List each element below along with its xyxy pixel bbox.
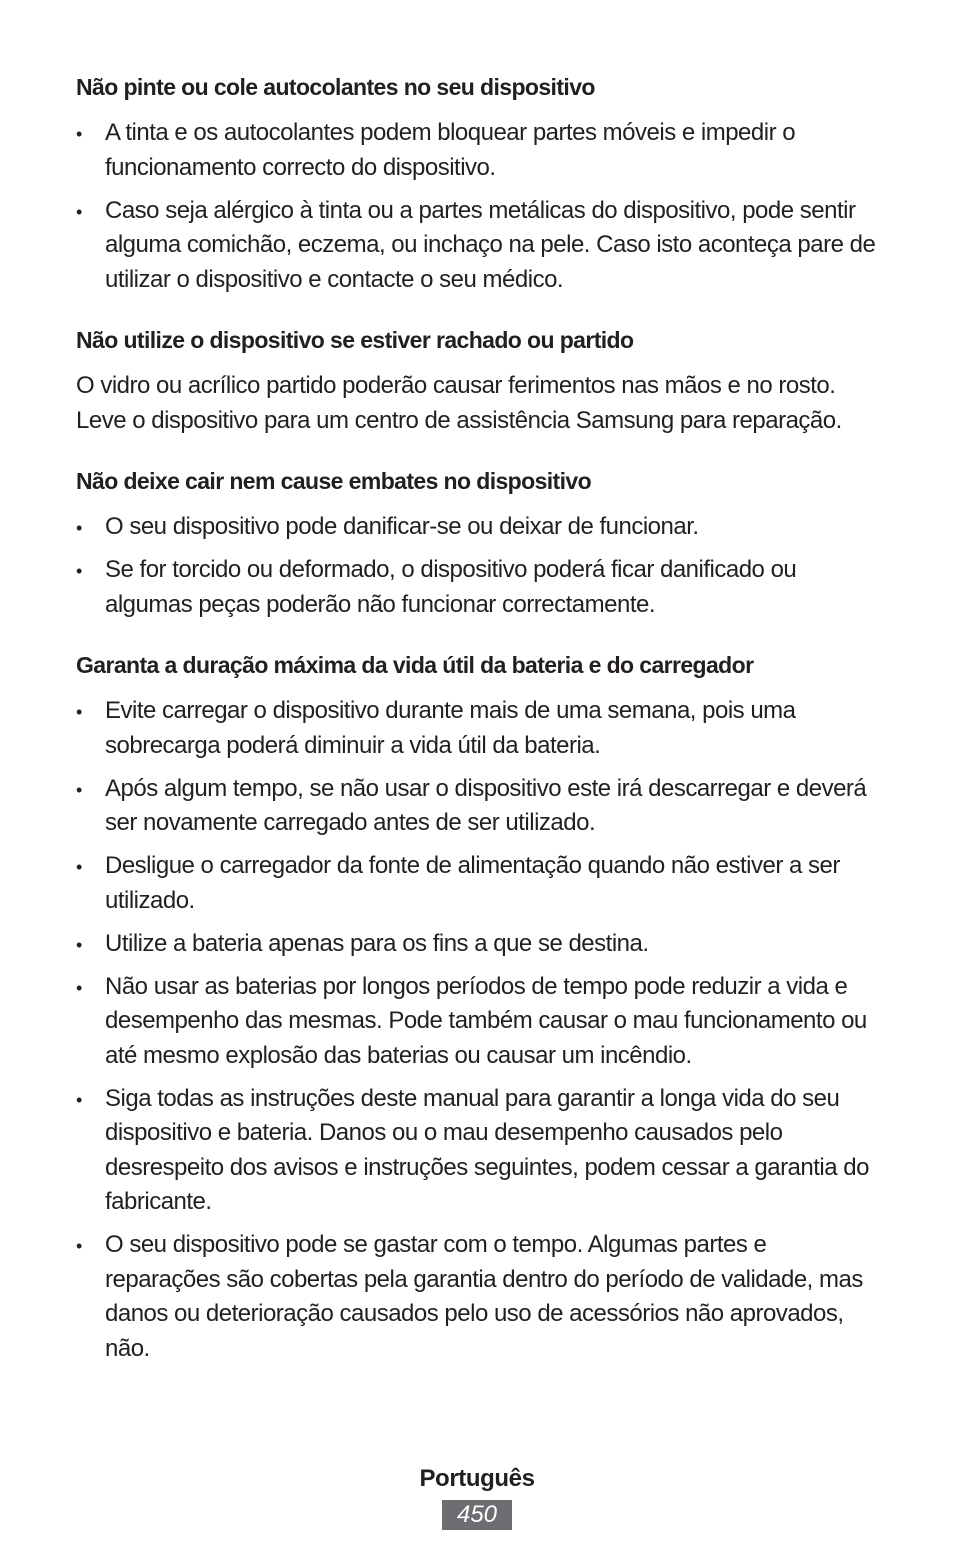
bullet-icon: • (76, 934, 82, 955)
bullet-icon: • (76, 1236, 82, 1256)
bullet-text: Evite carregar o dispositivo durante mais de uma semana, pois uma sobrecarga poderá diminuir a vida útil da bateria. (105, 697, 796, 759)
section-cracked (76, 323, 876, 438)
bullet-icon: • (76, 977, 82, 998)
bullet-list (76, 116, 876, 297)
bullet-text: O seu dispositivo pode se gastar com o tempo. Algumas partes e reparações são cobertas pela garantia dentro do período de validade, mas danos ou deterioração causados pelo uso de acessórios não aprovados, não. (105, 1231, 863, 1362)
bullet-text: O seu dispositivo pode danificar-se ou deixar de funcionar. (105, 513, 699, 540)
bullet-list (76, 694, 876, 1366)
bullet-text: Siga todas as instruções deste manual para garantir a longa vida do seu dispositivo e bateria. Danos ou o mau desempenho causados pelo desrespeito dos avisos e instruções seguintes, podem cessar a garantia do fabricante. (105, 1084, 869, 1215)
bullet-item (76, 1228, 876, 1366)
bullet-text: Após algum tempo, se não usar o dispositivo este irá descarregar e deverá ser novamente carregado antes de ser utilizado. (105, 774, 867, 836)
section-paragraph: O vidro ou acrílico partido poderão causar ferimentos nas mãos e no rosto. Leve o dispositivo para um centro de assistência Samsung para reparação. (76, 372, 842, 434)
bullet-item (76, 510, 876, 545)
bullet-item (76, 1082, 876, 1220)
bullet-text: A tinta e os autocolantes podem bloquear partes móveis e impedir o funcionamento correcto do dispositivo. (105, 119, 796, 181)
bullet-text: Se for torcido ou deformado, o dispositivo poderá ficar danificado ou algumas peças poderão não funcionar correctamente. (105, 556, 797, 618)
page-footer (0, 1462, 954, 1530)
bullet-item (76, 772, 876, 841)
section-heading: Não pinte ou cole autocolantes no seu dispositivo (76, 74, 595, 100)
bullet-text: Desligue o carregador da fonte de alimentação quando não estiver a ser utilizado. (105, 852, 840, 914)
bullet-item (76, 694, 876, 763)
document-body (76, 70, 876, 1392)
bullet-icon: • (76, 779, 82, 800)
page-number-badge: 450 (442, 1500, 512, 1530)
bullet-text: Não usar as baterias por longos períodos de tempo pode reduzir a vida e desempenho das mesmas. Pode também causar o mau funcionamento ou até mesmo explosão das baterias ou causar um incêndio. (105, 972, 867, 1069)
bullet-item (76, 927, 876, 962)
section-battery (76, 648, 876, 1366)
section-stickers (76, 70, 876, 297)
section-heading: Não utilize o dispositivo se estiver rachado ou partido (76, 327, 634, 353)
section-drop (76, 464, 876, 622)
section-heading: Garanta a duração máxima da vida útil da bateria e do carregador (76, 652, 754, 678)
bullet-text: Utilize a bateria apenas para os fins a que se destina. (105, 929, 649, 957)
bullet-item (76, 970, 876, 1074)
section-heading: Não deixe cair nem cause embates no dispositivo (76, 468, 592, 494)
bullet-list (76, 510, 876, 622)
bullet-item (76, 553, 876, 622)
bullet-icon: • (76, 1089, 82, 1110)
bullet-icon: • (76, 124, 82, 144)
bullet-icon: • (76, 201, 82, 222)
bullet-icon: • (76, 561, 82, 581)
bullet-text: Caso seja alérgico à tinta ou a partes metálicas do dispositivo, pode sentir alguma comichão, eczema, ou inchaço na pele. Caso isto aconteça pare de utilizar o dispositivo e contacte o seu médico. (105, 196, 876, 293)
footer-language: Português (419, 1465, 535, 1492)
bullet-item (76, 194, 876, 298)
bullet-icon: • (76, 518, 82, 538)
bullet-item (76, 849, 876, 918)
bullet-icon: • (76, 702, 82, 722)
bullet-icon: • (76, 857, 82, 877)
bullet-item (76, 116, 876, 185)
